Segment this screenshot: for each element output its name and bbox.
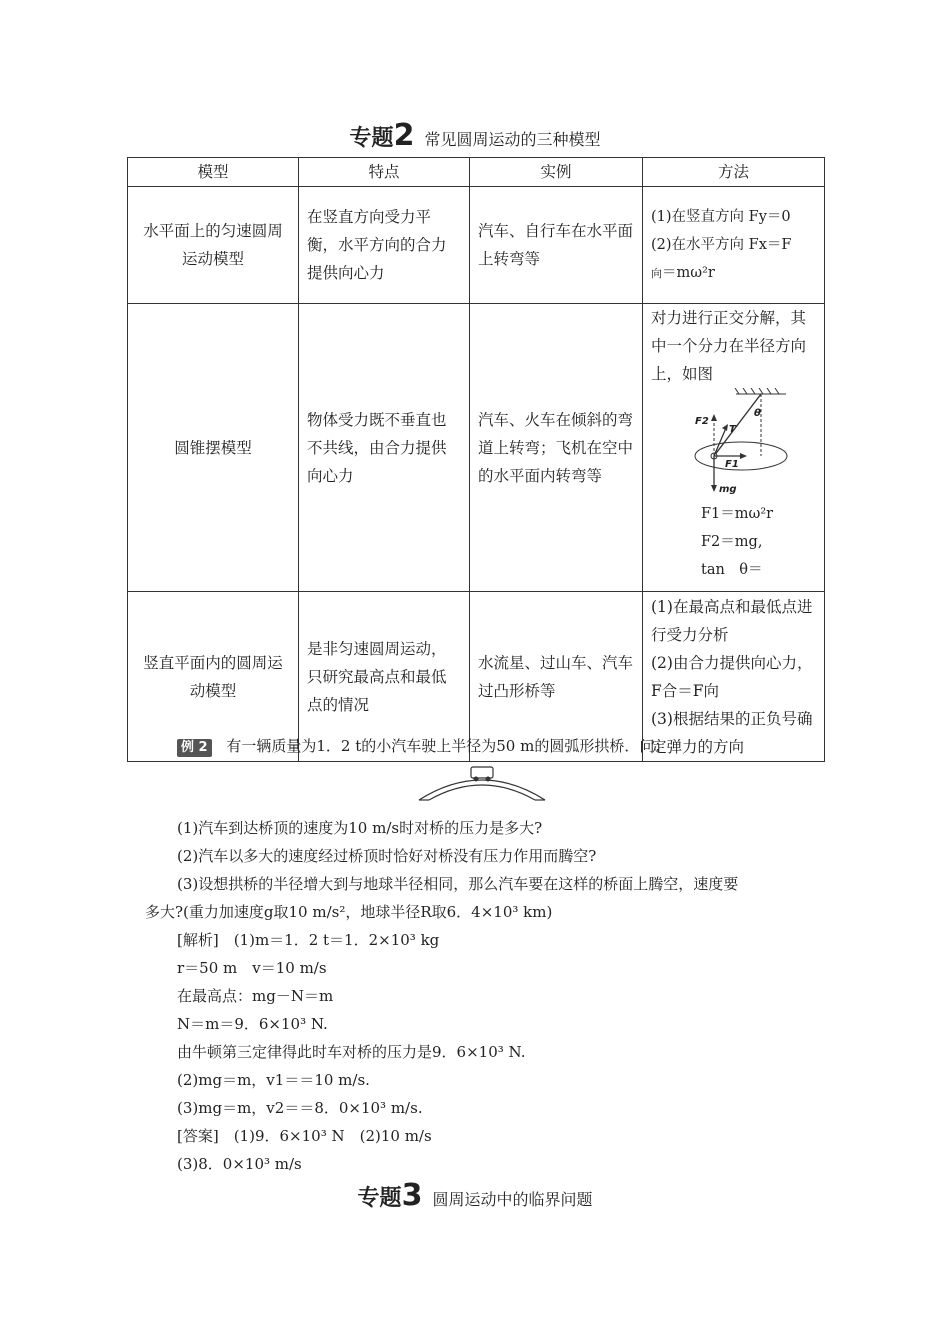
row3-example: 水流星、过山车、汽车过凸形桥等 [470,592,643,762]
header-method: 方法 [643,158,825,187]
section-label: 专题 [349,126,394,151]
row3-method [643,592,825,762]
car-wheel [486,777,491,782]
table-row [128,187,825,304]
hatch [751,388,755,394]
models-table [127,157,825,762]
question-1: (1)汽车到达桥顶的速度为10 m/s时对桥的压力是多大? [177,819,543,837]
section-number: 2 [393,118,415,153]
solution-line: r＝50 m v＝10 m/s [177,959,327,977]
row3-method-2: (2)由合力提供向心力，F合＝F向 [651,653,813,700]
row1-method [643,187,825,304]
row2-formula-2: F2＝mg, [701,534,763,550]
hatch [759,388,763,394]
car-body [471,767,493,778]
bridge-outer-arc [419,780,545,800]
row3-model: 竖直平面内的圆周运动模型 [128,592,299,762]
hatch [743,388,747,394]
label-f2: F2 [695,416,709,427]
section-title: 常见圆周运动的三种模型 [424,130,601,149]
row3-method-3: (3)根据结果的正负号确定弹力的方向 [651,709,813,756]
solution-line: 由牛顿第三定律得此时车对桥的压力是9．6×10³ N. [177,1043,526,1061]
row2-model: 圆锥摆模型 [128,304,299,592]
hatch [735,388,739,394]
row2-feature: 物体受力既不垂直也不共线，由合力提供向心力 [299,304,470,592]
row1-example: 汽车、自行车在水平面上转弯等 [470,187,643,304]
section-label: 专题 [357,1186,402,1211]
arch-bridge-figure [415,764,549,804]
row1-method-2: (2)在水平方向 Fx＝F [651,236,792,253]
header-example: 实例 [470,158,643,187]
example-intro-line [177,732,669,760]
row2-formula-1: F1＝mω²r [701,506,774,522]
row1-model: 水平面上的匀速圆周运动模型 [128,187,299,304]
label-theta: θ [754,408,761,419]
arrowhead [740,453,747,459]
answer-line: (3)8．0×10³ m/s [177,1155,302,1173]
string-line [714,394,761,456]
hatch [767,388,771,394]
label-t: T [729,424,736,435]
example-badge: 例 2 [177,739,212,757]
answer-line: [答案] (1)9．6×10³ N (2)10 m/s [177,1127,432,1145]
label-f1: F1 [725,459,739,470]
section-2-heading [0,118,950,153]
row2-method [643,304,825,592]
header-feature: 特点 [299,158,470,187]
table-row [128,304,825,592]
row2-formula-3: tan θ＝ [701,562,763,578]
label-mg: mg [719,484,737,495]
example-intro: 有一辆质量为1．2 t的小汽车驶上半径为50 m的圆弧形拱桥．问： [226,737,670,755]
section-number: 3 [401,1178,423,1213]
question-3: (3)设想拱桥的半径增大到与地球半径相同，那么汽车要在这样的桥面上腾空，速度要 [177,875,739,893]
row2-method-text: 对力进行正交分解，其中一个分力在半径方向上，如图 [651,309,807,383]
row1-method-1: (1)在竖直方向 Fy＝0 [651,208,791,225]
row3-feature: 是非匀速圆周运动，只研究最高点和最低点的情况 [299,592,470,762]
section-title: 圆周运动中的临界问题 [432,1190,593,1209]
question-3-cont: 多大?(重力加速度g取10 m/s²，地球半径R取6．4×10³ km) [145,903,553,921]
table-header-row [128,158,825,187]
hatch [775,388,779,394]
arrowhead [711,485,717,492]
header-model: 模型 [128,158,299,187]
solution-line: 在最高点：mg－N＝m [177,987,334,1005]
row3-method-1: (1)在最高点和最低点进行受力分析 [651,597,813,644]
arrowhead [711,414,717,421]
row2-example: 汽车、火车在倾斜的弯道上转弯；飞机在空中的水平面内转弯等 [470,304,643,592]
row1-method-sub: 向 [651,266,662,280]
solution-line: (3)mg＝m，v2＝＝8．0×10³ m/s. [177,1099,423,1117]
solution-line: [解析] (1)m＝1．2 t＝1．2×10³ kg [177,931,440,949]
solution-line: N＝m＝9．6×10³ N. [177,1015,328,1033]
car-wheel [474,777,479,782]
row1-method-3: ＝mω²r [662,264,715,281]
question-2: (2)汽车以多大的速度经过桥顶时恰好对桥没有压力作用而腾空? [177,847,597,865]
conical-pendulum-figure [681,388,791,500]
section-3-heading [0,1178,950,1213]
row1-feature: 在竖直方向受力平衡，水平方向的合力提供向心力 [299,187,470,304]
solution-line: (2)mg＝m，v1＝＝10 m/s. [177,1071,370,1089]
